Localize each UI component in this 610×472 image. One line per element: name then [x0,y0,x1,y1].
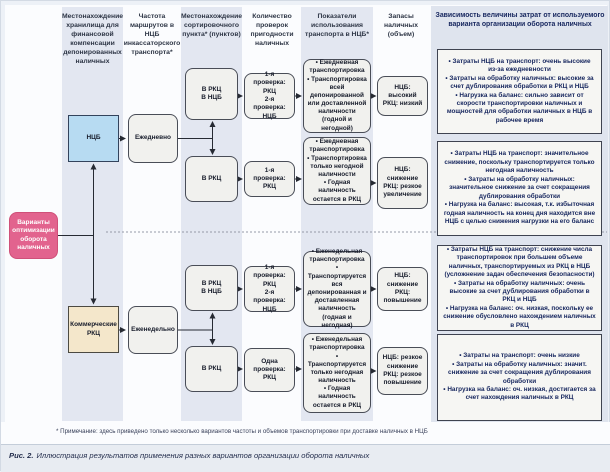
cost-block-2: • Затраты НЦБ на транспорт: значительное снижение, поскольку транспортируется только негодная наличность • Затраты на обработку наличных: значительное снижение за счет сокращения дублирования обработки • Нагрузка на баланс: высокая, т.к. избыточная годная наличность на конец дня находится вне НЦБ с целью снижения нагрузки на его баланс [437,141,602,236]
frequency-node-daily: Ежедневно [128,114,178,163]
figure-caption-text: Иллюстрация результатов применения разных вариантов организации оборота наличных [36,451,370,460]
figure-caption-label: Рис. 2. [9,451,34,460]
check-node-4: Одна проверка: РКЦ [244,348,295,392]
sorting-node-2: В РКЦ [185,156,238,202]
sorting-node-4: В РКЦ [185,346,238,392]
column-header-fitness-checks: Количество проверок пригодности наличных [250,13,294,47]
footnote: * Примечание: здесь приведено только несколько вариантов частоты и объемов транспортировки при доставке наличных в НЦБ [56,428,428,435]
storage-node-ncb: НЦБ [68,115,119,162]
figure-caption [9,451,599,460]
column-header-route-frequency: Частота маршрутов в НЦБ инкассаторского транспорта* [123,13,181,56]
stock-node-2: НЦБ: снижение РКЦ: резкое увеличение [377,157,428,209]
column-header-storage-location: Местонахождение хранилища для финансовой компенсации депонированных наличных [62,13,124,65]
transport-node-3: • Еженедельная транспортировка • Транспортируется вся депонированная и доставленная наличность (годная и негодная) [303,251,371,327]
check-node-1: 1-я проверка: РКЦ 2-я проверка: НЦБ [244,73,295,119]
optimization-options-node: Варианты оптимизации оборота наличных [9,212,58,259]
stock-node-1: НЦБ: высокий РКЦ: низкий [377,76,428,116]
frequency-node-weekly: Еженедельно [128,306,178,354]
costs-panel-title: Зависимость величины затрат от используемого варианта организации оборота наличных [435,12,605,29]
sorting-node-1: В РКЦ В НЦБ [185,68,238,120]
check-node-3: 1-я проверка: РКЦ 2-я проверка: НЦБ [244,266,295,312]
storage-node-commercial-rkc: Коммерческие РКЦ [68,306,119,353]
check-node-2: 1-я проверка: РКЦ [244,161,295,197]
transport-node-2: • Ежедневная транспортировка • Транспортировка только негодной наличности • Годная наличность остается в РКЦ [303,137,371,205]
cost-block-4: • Затраты на транспорт: очень низкие • Затраты на обработку наличных: значит. снижение за счет сокращения дублирования обработки • Нагрузка на баланс: оч. низкая, достигается за счет нахождения наличных в РКЦ [437,334,602,421]
cost-block-1: • Затраты НЦБ на транспорт: очень высокие из-за ежедневности • Затраты на обработку наличных: высокие за счет дублирования обработки в РКЦ и НЦБ • Нагрузка на баланс: сильно зависит от скорости транспортировки наличных и мощностей для обработки наличных в НЦБ в рабочее время [437,49,602,134]
transport-node-4: • Еженедельная транспортировка • Транспортируется только негодная наличность • Годная наличность остается в РКЦ [303,333,371,413]
column-header-sorting-point: Местонахождение сортировочного пункта* (пунктов) [181,13,243,38]
transport-node-1: • Ежедневная транспортировка • Транспортировка всей депонированной или доставленной наличности (годной и негодной) [303,59,371,133]
sorting-node-3: В РКЦ В НЦБ [185,265,238,311]
column-header-transport-usage: Показатели использования транспорта в НЦБ* [305,13,369,38]
column-header-cash-stock: Запасы наличных (объем) [383,13,419,38]
stock-node-4: НЦБ: резкое снижение РКЦ: резкое повышение [377,347,428,395]
cost-block-3: • Затраты НЦБ на транспорт: снижение числа транспортировок при большем объеме наличных, транспортируемых из РКЦ в НЦБ (усложнение задач обеспечения безопасности) • Затраты на обработку наличных: очень высокие за счет дублирования обработки в РКЦ и НЦБ • Нагрузка на баланс: оч. низкая, поскольку ее снижение обусловлено нахождением наличных в РКЦ [437,245,602,331]
stock-node-3: НЦБ: снижение РКЦ: повышение [377,267,428,311]
